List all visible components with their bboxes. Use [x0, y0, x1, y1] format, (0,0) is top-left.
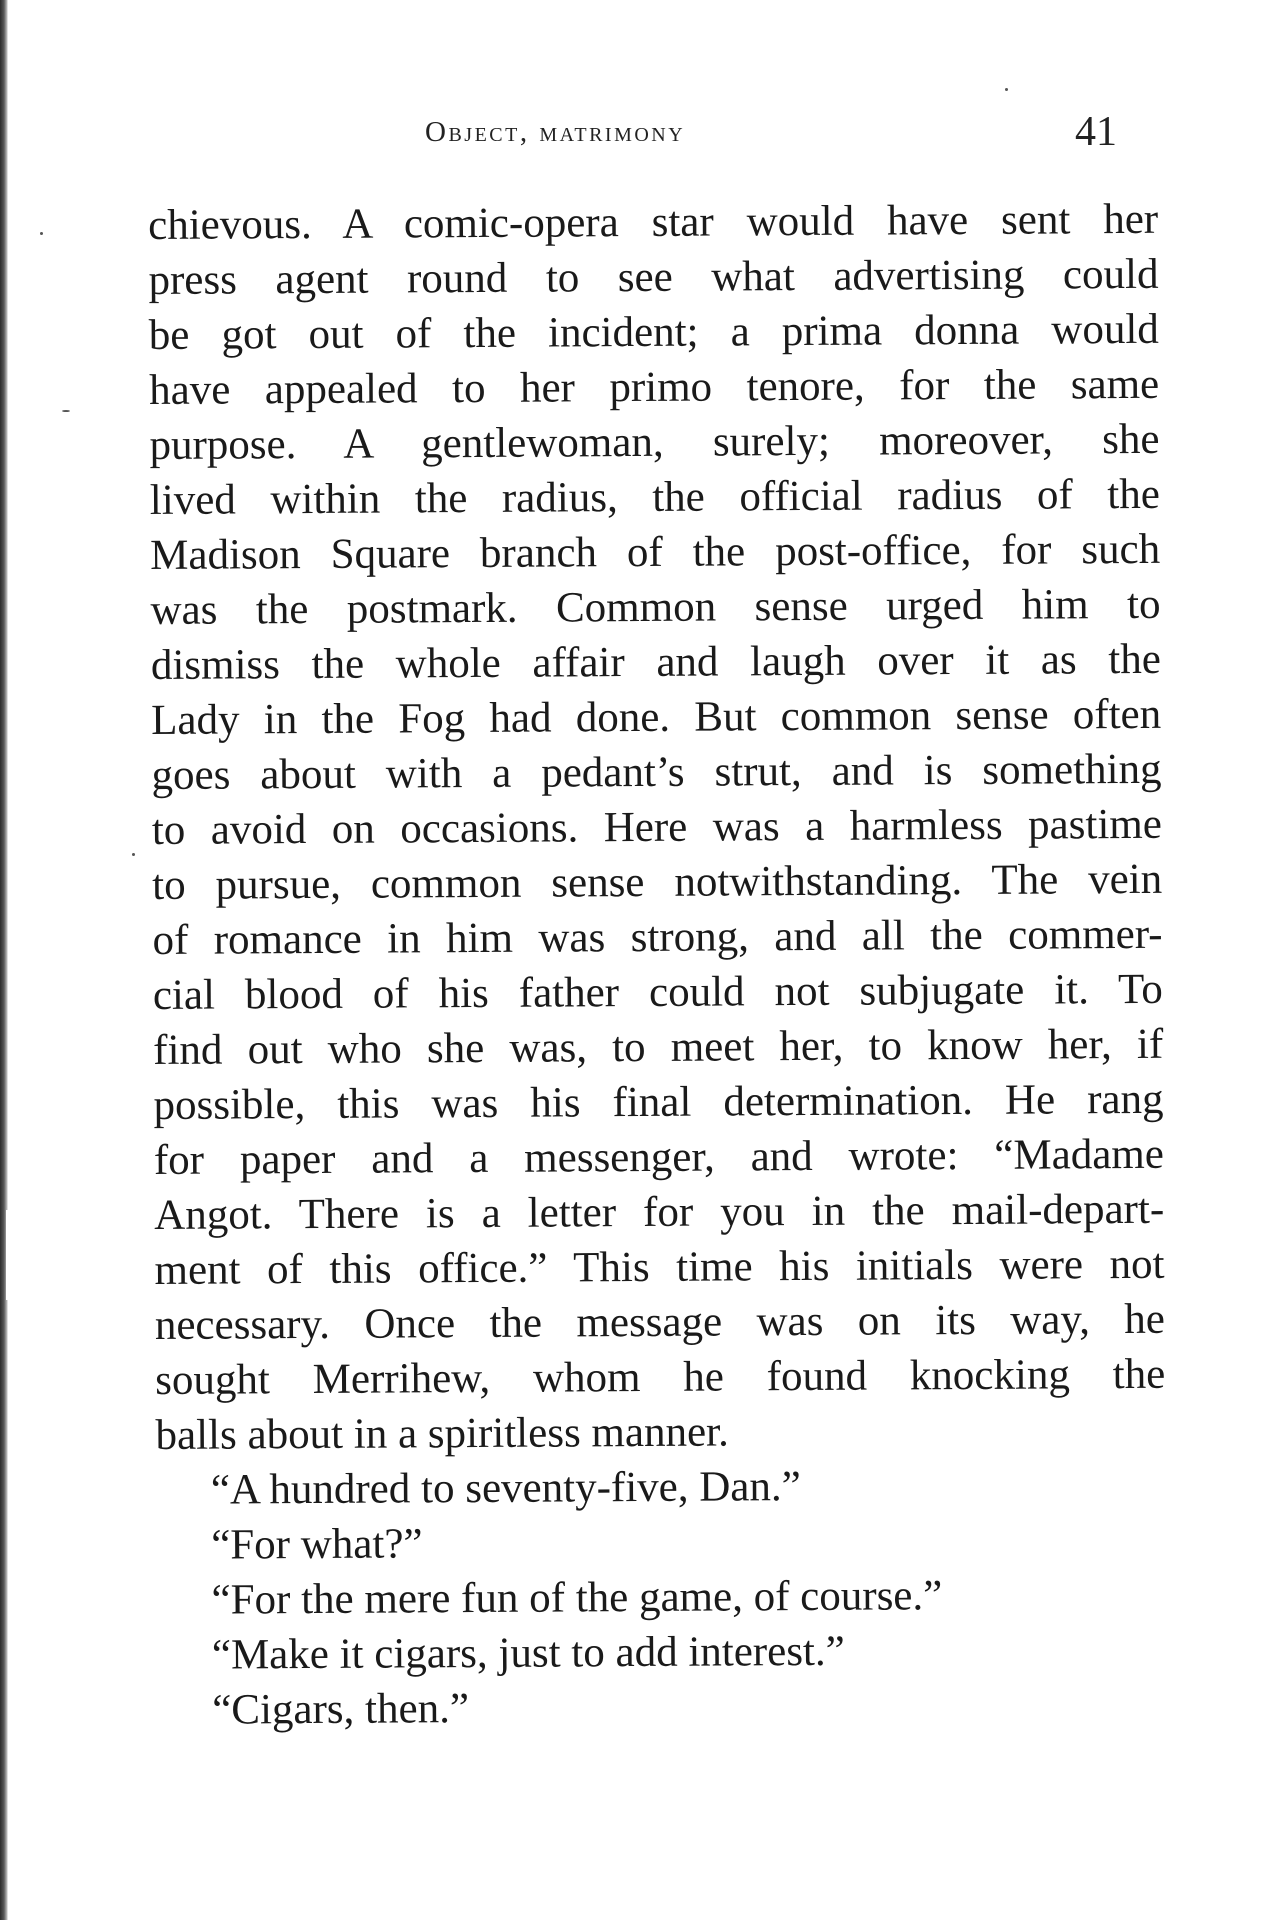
body-text	[148, 192, 1167, 1738]
text-line: dismiss the whole affair and laugh over it as the	[150, 635, 1161, 689]
running-head	[150, 108, 1150, 158]
dialogue-line: “A hundred to seventy-five, Dan.”	[210, 1463, 801, 1514]
text-line: of romance in him was strong, and all the commer-	[152, 910, 1163, 964]
print-speck	[132, 853, 135, 856]
binding-edge	[0, 0, 8, 1920]
text-line: find out who she was, to meet her, to know her, if	[153, 1020, 1164, 1074]
text-line: press agent round to see what advertising could	[148, 250, 1159, 304]
text-line: purpose. A gentlewoman, surely; moreover, she	[149, 415, 1160, 469]
dialogue-line: “Cigars, then.”	[212, 1685, 470, 1734]
text-line: Angot. There is a letter for you in the mail-depart-	[154, 1185, 1165, 1239]
running-head-title: Object, matrimony	[425, 116, 686, 148]
text-line: to avoid on occasions. Here was a harmless pastime	[151, 800, 1162, 854]
text-line: chievous. A comic-opera star would have sent her	[148, 195, 1159, 249]
text-line: possible, this was his final determination. He rang	[153, 1075, 1164, 1129]
text-line: necessary. Once the message was on its way, he	[154, 1295, 1166, 1349]
text-line: was the postmark. Common sense urged him to	[150, 580, 1161, 634]
dialogue-line: “Make it cigars, just to add interest.”	[211, 1627, 845, 1679]
dialogue-line: “For what?”	[211, 1520, 423, 1569]
text-line: Madison Square branch of the post-office, for such	[150, 525, 1161, 579]
print-speck	[62, 410, 70, 412]
print-speck	[40, 232, 43, 235]
text-line: balls about in a spiritless manner.	[155, 1408, 729, 1459]
text-line: goes about with a pedant’s strut, and is something	[151, 745, 1162, 799]
text-line: ment of this office.” This time his initials were not	[154, 1240, 1165, 1294]
text-line: lived within the radius, the official radius of the	[149, 470, 1160, 524]
text-line: for paper and a messenger, and wrote: “Madame	[153, 1130, 1165, 1184]
text-line: to pursue, common sense notwithstanding. The vein	[152, 855, 1163, 909]
binding-gap	[6, 1210, 10, 1300]
text-line: be got out of the incident; a prima donna would	[148, 305, 1159, 359]
print-speck	[1005, 88, 1008, 91]
text-line: have appealed to her primo tenore, for the same	[149, 360, 1160, 414]
text-line: sought Merrihew, whom he found knocking the	[155, 1350, 1166, 1404]
text-line: Lady in the Fog had done. But common sense often	[151, 690, 1162, 744]
dialogue-line: “For the mere fun of the game, of course.”	[211, 1572, 943, 1624]
page-number: 41	[1075, 109, 1117, 155]
text-line: cial blood of his father could not subjugate it. To	[152, 965, 1163, 1019]
